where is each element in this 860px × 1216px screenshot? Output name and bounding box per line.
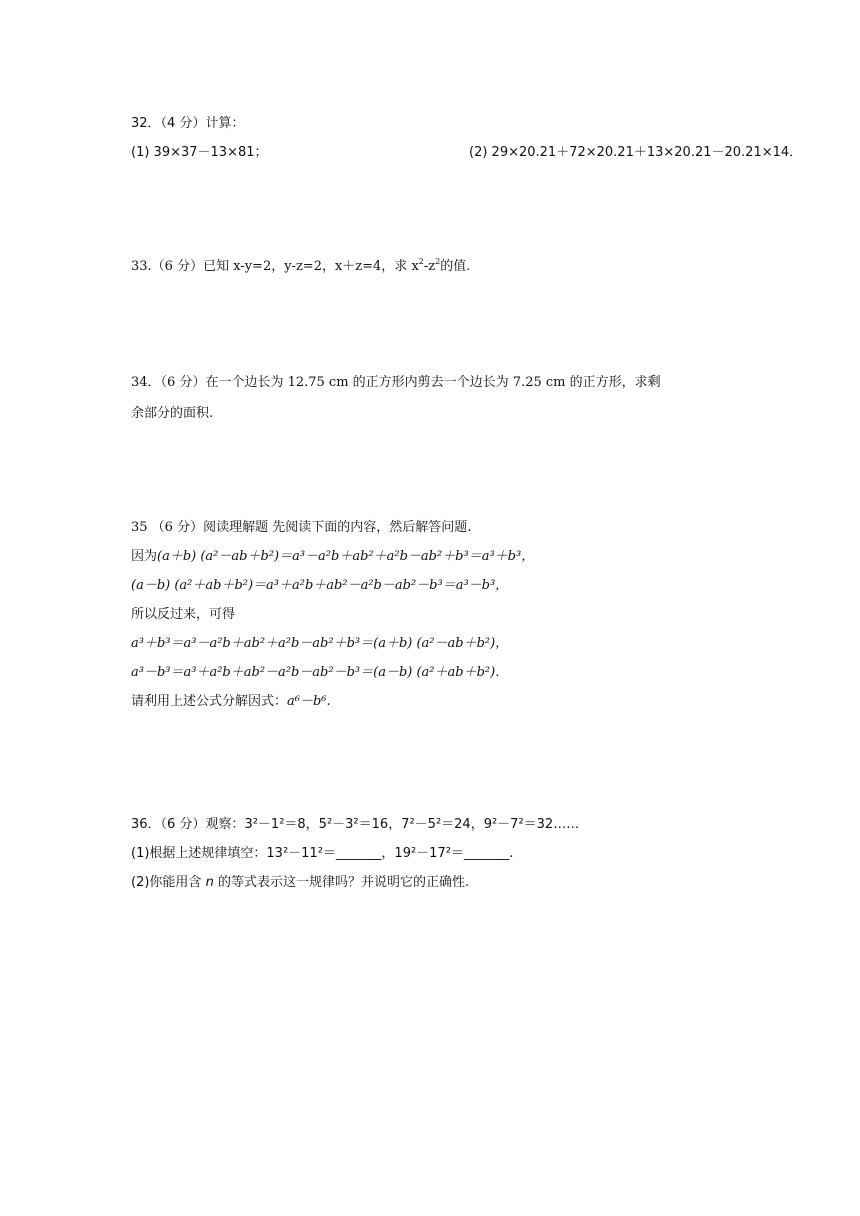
q35-title: 35 （6 分）阅读理解题 先阅读下面的内容，然后解答问题. (131, 520, 472, 535)
q36-line2: (1)根据上述规律填空：13²－11²＝_______，19²－17²＝_______. (131, 846, 514, 861)
q35-line2: (a－b) (a²＋ab＋b²)＝a³＋a²b＋ab²－a²b－ab²－b³＝a³－b³， (131, 578, 509, 593)
q35-line6-prefix: 请利用上述公式分解因式： (131, 694, 288, 709)
q32-part2: (2) 29×20.21＋72×20.21＋13×20.21－20.21×14． (469, 145, 803, 160)
q33-text (131, 258, 470, 276)
q36-line3-b: 的等式表示这一规律吗？并说明它的正确性. (213, 875, 470, 890)
q33-sup1: 2 (418, 257, 424, 266)
q32-parts (131, 144, 803, 162)
q33-text-before: 33.（6 分）已知 x-y=2，y-z=2，x＋z=4，求 x (131, 259, 419, 274)
q34-line1: 34．（6 分）在一个边长为 12.75 cm 的正方形内剪去一个边长为 7.25 cm 的正方形，求剩 (131, 375, 661, 390)
q32-part1: (1) 39×37－13×81； (131, 145, 268, 160)
q35-line1 (131, 548, 534, 566)
q36-line1: 36．（6 分）观察：3²－1²＝8，5²－3²＝16，7²－5²＝24，9²－7²＝32…… (131, 817, 580, 832)
q35-line3: 所以反过来，可得 (131, 607, 236, 622)
q36-line3-a: (2)你能用含 (131, 875, 206, 890)
q33-sup2: 2 (435, 257, 441, 266)
q34-line2: 余部分的面积. (131, 406, 214, 421)
q33-text-mid: -z (423, 259, 436, 274)
q35-line1-prefix: 因为 (131, 549, 158, 564)
q35-line6 (131, 693, 331, 711)
q33-text-after: 的值. (440, 259, 471, 274)
q35-line6-math: a⁶－b⁶. (287, 694, 331, 709)
q36-line3 (131, 874, 469, 892)
q35-line1-math: (a＋b) (a²－ab＋b²)＝a³－a²b＋ab²＋a²b－ab²＋b³＝a³＋b³， (157, 549, 535, 564)
q32-title: 32．（4 分）计算： (131, 116, 245, 131)
q36-variable-n: n (205, 875, 214, 890)
q35-line4: a³＋b³＝a³－a²b＋ab²＋a²b－ab²＋b³＝(a＋b) (a²－ab＋b²)， (131, 636, 509, 651)
q35-line5: a³－b³＝a³＋a²b＋ab²－a²b－ab²－b³＝(a－b) (a²＋ab＋b²)． (131, 665, 509, 680)
